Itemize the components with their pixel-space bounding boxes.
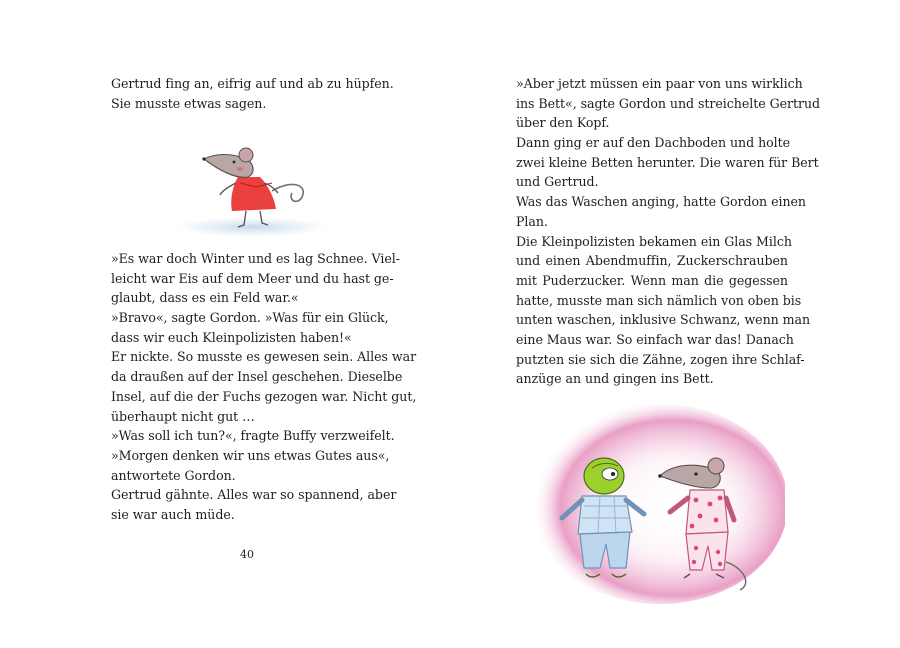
text-line: hatte, musste man sich nämlich von oben bis xyxy=(516,292,802,308)
text-line: glaubt, dass es ein Feld war.« xyxy=(111,290,299,306)
text-line: putzten sie sich die Zähne, zogen ihre Schlaf- xyxy=(516,351,805,367)
turtle-and-mouse-pajamas-illustration xyxy=(520,392,785,607)
snow-shadow xyxy=(174,217,330,237)
left-bottom-paragraphs xyxy=(111,249,417,525)
text-line: mit Puderzucker. Wenn man die gegessen xyxy=(516,272,788,288)
text-line: sie war auch müde. xyxy=(111,506,235,522)
text-line: unten waschen, inklusive Schwanz, wenn man xyxy=(516,312,811,328)
text-line: Gertrud gähnte. Alles war so spannend, aber xyxy=(111,487,397,503)
text-line: eine Maus war. So einfach war das! Danach xyxy=(516,331,794,347)
text-line: Insel, auf die der Fuchs gezogen war. Nicht gut, xyxy=(111,388,417,404)
text-line: da draußen auf der Insel geschehen. Dieselbe xyxy=(111,369,403,385)
text-line: »Morgen denken wir uns etwas Gutes aus«, xyxy=(111,447,390,463)
text-line: Was das Waschen anging, hatte Gordon einen xyxy=(516,194,806,210)
gertrud-hopping-illustration xyxy=(160,131,350,251)
text-line: Die Kleinpolizisten bekamen ein Glas Milch xyxy=(516,233,792,249)
mouse-tail xyxy=(272,184,303,201)
text-line: und Gertrud. xyxy=(516,174,599,190)
text-line: ins Bett«, sagte Gordon und streichelte Gertrud xyxy=(516,95,821,111)
text-line: leicht war Eis auf dem Meer und du hast ge- xyxy=(111,270,394,286)
text-line: anzüge an und gingen ins Bett. xyxy=(516,371,714,387)
text-line: und einen Abendmuffin, Zuckerschrauben xyxy=(516,253,788,269)
text-line: »Was soll ich tun?«, fragte Buffy verzweifelt. xyxy=(111,428,395,444)
left-top-paragraph xyxy=(111,74,394,113)
page-number: 40 xyxy=(240,548,254,561)
text-line: Gertrud fing an, eifrig auf und ab zu hüpfen. xyxy=(111,76,394,91)
text-line: antwortete Gordon. xyxy=(111,467,236,483)
text-line: über den Kopf. xyxy=(516,115,610,131)
text-line: »Aber jetzt müssen ein paar von uns wirklich xyxy=(516,76,803,91)
text-line: Dann ging er auf den Dachboden und holte xyxy=(516,135,791,151)
text-line: »Es war doch Winter und es lag Schnee. Viel- xyxy=(111,251,400,266)
mouse-ear-2 xyxy=(708,458,724,474)
text-line: Er nickte. So musste es gewesen sein. Alles war xyxy=(111,349,417,365)
text-line: zwei kleine Betten herunter. Die waren für Bert xyxy=(516,154,819,170)
pink-glow-background xyxy=(532,404,785,604)
right-paragraphs xyxy=(516,74,821,389)
mouse-eye xyxy=(233,161,236,164)
mouse-ear xyxy=(239,148,253,162)
red-dress xyxy=(231,177,276,211)
text-line: Sie musste etwas sagen. xyxy=(111,95,267,111)
blue-pajama-top xyxy=(578,496,632,534)
text-line: Plan. xyxy=(516,213,548,229)
text-line: »Bravo«, sagte Gordon. »Was für ein Glück, xyxy=(111,310,389,326)
text-line: überhaupt nicht gut … xyxy=(111,408,255,424)
text-line: dass wir euch Kleinpolizisten haben!« xyxy=(111,329,352,345)
